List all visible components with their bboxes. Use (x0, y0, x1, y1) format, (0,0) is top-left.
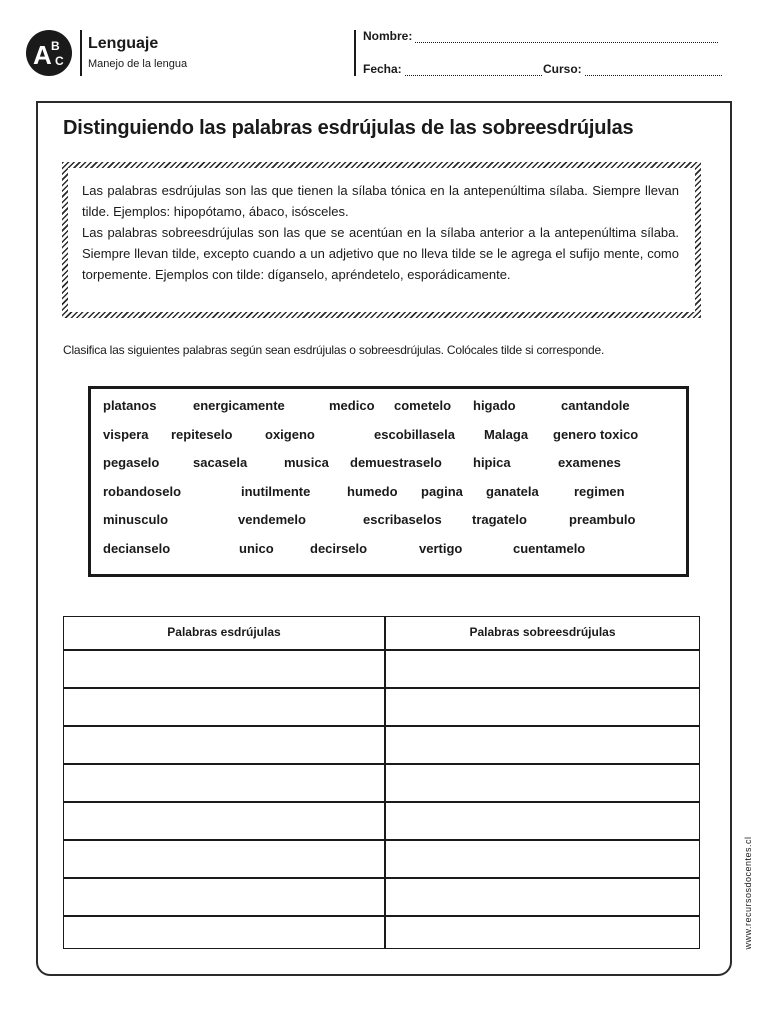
name-line[interactable] (415, 30, 718, 43)
word-item: robandoselo (103, 484, 182, 499)
info-paragraph-sobreesdrujulas: Las palabras sobreesdrújulas son las que se acentúan en la sílaba anterior a la antepenúltima sílaba. Siempre llevan tilde, excepto cuando a un adjetivo que no lleva tilde se le agrega el sufijo mente, como torpemente. Ejemplos con tilde: díganselo, apréndetelo, esporádicamente. (82, 225, 679, 282)
word-item: repiteselo (171, 427, 233, 442)
svg-text:A: A (33, 40, 52, 70)
sobreesdrujula-answer-cell[interactable] (386, 651, 699, 687)
word-item: inutilmente (241, 484, 311, 499)
word-item: demuestraselo (350, 455, 442, 470)
worksheet-title: Distinguiendo las palabras esdrújulas de las sobreesdrújulas (63, 117, 634, 139)
word-item: Malaga (484, 427, 529, 442)
word-item: decirselo (310, 541, 368, 556)
website-watermark: www.recursosdocentes.cl (743, 836, 753, 950)
word-item: vispera (103, 427, 149, 442)
word-item: oxigeno (265, 427, 315, 442)
esdrujula-answer-cell[interactable] (64, 879, 384, 915)
name-label: Nombre: (363, 29, 413, 43)
table-header-sobreesdrujulas: Palabras sobreesdrújulas (469, 625, 616, 639)
sobreesdrujula-answer-cell[interactable] (386, 917, 699, 947)
word-item: cometelo (394, 398, 452, 413)
esdrujula-answer-cell[interactable] (64, 765, 384, 801)
course-line[interactable] (585, 63, 722, 76)
date-label: Fecha: (363, 62, 402, 76)
name-field[interactable] (363, 29, 718, 43)
word-item: medico (329, 398, 375, 413)
word-item: minusculo (103, 512, 169, 527)
abc-logo (26, 30, 72, 76)
sobreesdrujula-answer-cell[interactable] (386, 803, 699, 839)
table-header-esdrujulas: Palabras esdrújulas (167, 625, 281, 639)
info-text (68, 168, 695, 312)
word-item: ganatela (486, 484, 539, 499)
word-item: cuentamelo (513, 541, 586, 556)
course-label: Curso: (543, 62, 582, 76)
word-bank (88, 386, 689, 577)
esdrujula-answer-cell[interactable] (64, 803, 384, 839)
course-field[interactable] (543, 62, 722, 76)
esdrujula-answer-cell[interactable] (64, 727, 384, 763)
word-item: unico (239, 541, 274, 556)
word-item: preambulo (569, 512, 636, 527)
instruction-text: Clasifica las siguientes palabras según sean esdrújulas o sobreesdrújulas. Colócales tilde si corresponde. (63, 343, 605, 357)
word-item: examenes (558, 455, 621, 470)
esdrujula-answer-cell[interactable] (64, 651, 384, 687)
word-item: pegaselo (103, 455, 160, 470)
sobreesdrujula-answer-cell[interactable] (386, 765, 699, 801)
word-item: energicamente (193, 398, 285, 413)
word-item: cantandole (561, 398, 630, 413)
word-item: regimen (574, 484, 625, 499)
word-item: hipica (473, 455, 511, 470)
info-paragraph-esdrujulas: Las palabras esdrújulas son las que tienen la sílaba tónica en la antepenúltima sílaba. Siempre llevan tilde. Ejemplos: hipopótamo, ábaco, isósceles. (82, 183, 679, 219)
word-item: vendemelo (238, 512, 306, 527)
esdrujula-answer-cell[interactable] (64, 689, 384, 725)
word-item: decianselo (103, 541, 171, 556)
word-item: musica (284, 455, 329, 470)
word-item: higado (473, 398, 516, 413)
word-item: pagina (421, 484, 463, 499)
classification-table (63, 616, 700, 949)
svg-text:C: C (55, 54, 64, 68)
word-item: genero toxico (553, 427, 639, 442)
word-item: escribaselos (363, 512, 442, 527)
fields-divider (354, 30, 356, 76)
subject-subtopic: Manejo de la lengua (88, 58, 188, 70)
word-item: platanos (103, 398, 157, 413)
header-divider (80, 30, 82, 76)
sobreesdrujula-answer-cell[interactable] (386, 689, 699, 725)
word-item: sacasela (193, 455, 248, 470)
word-item: humedo (347, 484, 398, 499)
esdrujula-answer-cell[interactable] (64, 841, 384, 877)
esdrujula-answer-cell[interactable] (64, 917, 384, 947)
subject-title: Lenguaje (88, 35, 159, 52)
info-box (62, 162, 701, 318)
date-line[interactable] (405, 63, 542, 76)
word-item: escobillasela (374, 427, 455, 442)
sobreesdrujula-answer-cell[interactable] (386, 879, 699, 915)
word-item: tragatelo (472, 512, 527, 527)
sobreesdrujula-answer-cell[interactable] (386, 727, 699, 763)
svg-text:B: B (51, 39, 60, 53)
sobreesdrujula-answer-cell[interactable] (386, 841, 699, 877)
word-item: vertigo (419, 541, 463, 556)
date-field[interactable] (363, 62, 542, 76)
